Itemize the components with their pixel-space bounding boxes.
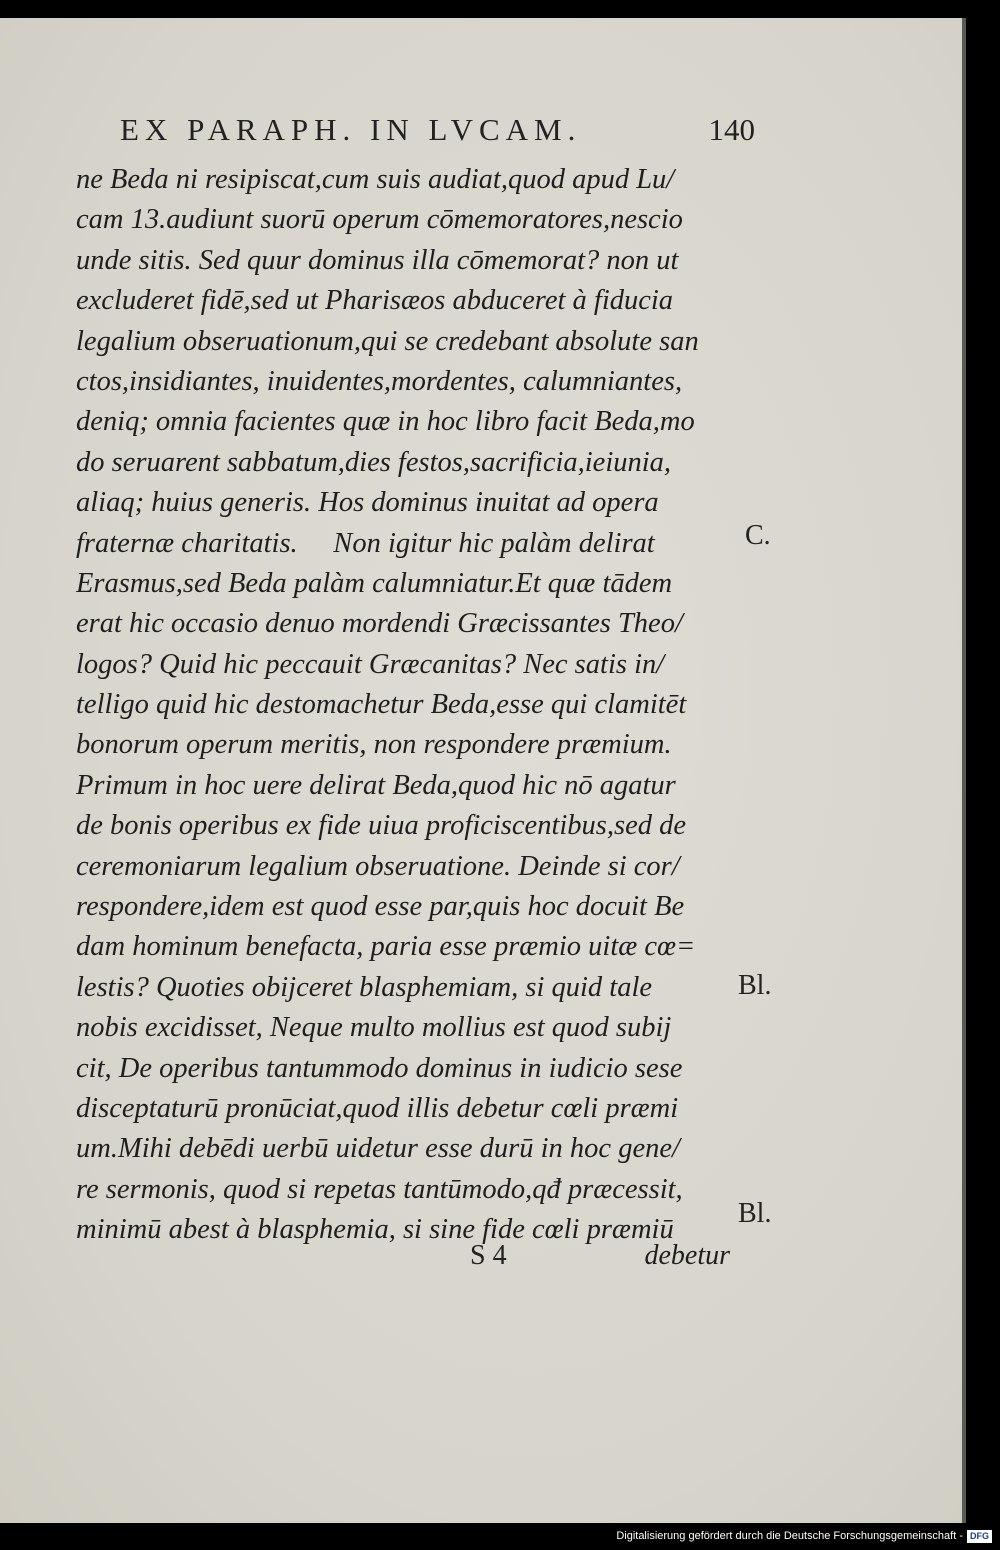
catchline xyxy=(470,1240,730,1280)
running-title: EX PARAPH. IN LVCAM. xyxy=(120,112,582,147)
text-line: minimū abest à blasphemia, si sine fide cœli præmiū xyxy=(76,1214,674,1246)
text-line: de bonis operibus ex fide uiua proficiscentibus,sed de xyxy=(76,810,687,842)
text-line: erat hic occasio denuo mordendi Græcissantes Theo/ xyxy=(76,608,683,640)
signature-mark: S 4 xyxy=(470,1240,507,1271)
text-line: nobis excidisset, Neque multo mollius est quod subij xyxy=(76,1012,672,1044)
text-line: dam hominum benefacta, paria esse præmio uitæ cœ= xyxy=(76,931,696,963)
text-line: Erasmus,sed Beda palàm calumniatur.Et quæ tādem xyxy=(76,567,673,599)
folio-number: 140 xyxy=(708,112,755,147)
margin-note: Bl. xyxy=(738,970,772,1001)
text-line: excluderet fidē,sed ut Pharisæos abduceret à fiducia xyxy=(76,285,674,317)
text-line: fraternæ charitatis. Non igitur hic palàm delirat xyxy=(76,527,655,559)
text-line: do seruarent sabbatum,dies festos,sacrificia,ieiunia, xyxy=(76,446,672,478)
text-line: legalium obseruationum,qui se credebant absolute san xyxy=(76,325,699,357)
credit-text: Digitalisierung gefördert durch die Deutsche Forschungsgemeinschaft - xyxy=(616,1530,963,1542)
text-line: ne Beda ni resipiscat,cum suis audiat,quod apud Lu/ xyxy=(76,164,675,195)
text-line: telligo quid hic destomachetur Beda,esse qui clamitēt xyxy=(76,689,687,721)
text-line: respondere,idem est quod esse par,quis hoc docuit Be xyxy=(76,891,685,923)
text-line: ctos,insidiantes, inuidentes,mordentes, calumniantes, xyxy=(76,365,683,397)
text-line: unde sitis. Sed quur dominus illa cōmemorat? non ut xyxy=(76,244,679,276)
margin-note: Bl. xyxy=(738,1198,772,1229)
text-line: cit, De operibus tantummodo dominus in iudicio sese xyxy=(76,1052,683,1084)
text-line: disceptaturū pronūciat,quod illis debetur cœli præmi xyxy=(76,1092,679,1124)
text-line: aliaq; huius generis. Hos dominus inuitat ad opera xyxy=(76,487,659,519)
text-line: bonorum operum meritis, non respondere præmium. xyxy=(76,729,672,761)
text-line: Primum in hoc uere delirat Beda,quod hic nō agatur xyxy=(76,769,676,801)
digitization-credit xyxy=(616,1529,992,1543)
dfg-logo: DFG xyxy=(967,1530,992,1543)
text-line: re sermonis, quod si repetas tantūmodo,qđ præcessit, xyxy=(76,1173,683,1205)
text-line: deniq; omnia facientes quæ in hoc libro facit Beda,mo xyxy=(76,406,695,438)
text-line: ceremoniarum legalium obseruatione. Deinde si cor/ xyxy=(76,850,680,882)
text-line: lestis? Quoties obijceret blasphemiam, si quid tale xyxy=(76,971,653,1003)
body-text xyxy=(76,160,736,1251)
running-header xyxy=(120,112,755,152)
text-line: logos? Quid hic peccauit Græcanitas? Nec satis in/ xyxy=(76,648,665,680)
margin-note: C. xyxy=(745,520,771,551)
text-line: cam 13.audiunt suorū operum cōmemoratores,nescio xyxy=(76,204,683,236)
text-line: um.Mihi debēdi uerbū uidetur esse durū in hoc gene/ xyxy=(76,1133,680,1165)
catchword: debetur xyxy=(644,1240,730,1271)
page-edge xyxy=(962,18,966,1523)
